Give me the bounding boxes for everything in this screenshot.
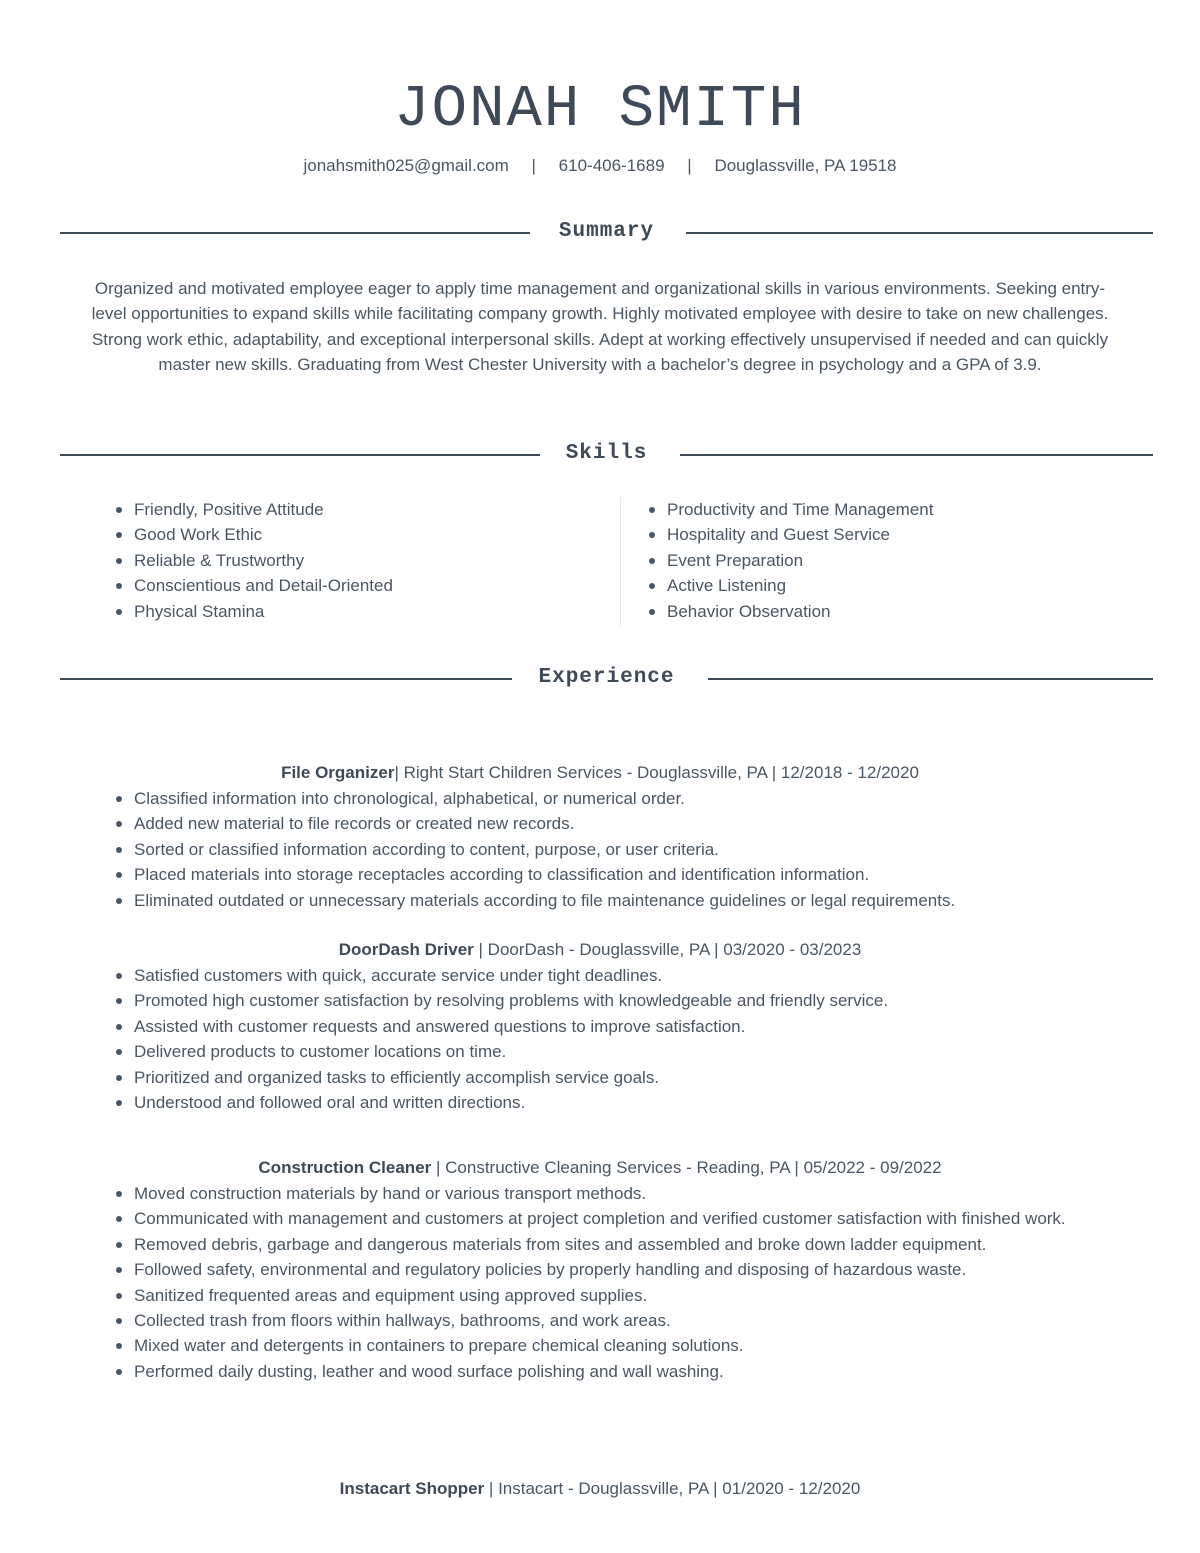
job-bullets xyxy=(116,786,1116,913)
divider-line xyxy=(708,678,1153,680)
bullet-item: Added new material to file records or created new records. xyxy=(116,811,1116,836)
summary-heading xyxy=(60,217,1153,247)
skill-item: Good Work Ethic xyxy=(116,522,393,547)
skill-item: Hospitality and Guest Service xyxy=(649,522,933,547)
job-title: File Organizer xyxy=(281,763,395,782)
skill-item: Reliable & Trustworthy xyxy=(116,548,393,573)
bullet-item: Placed materials into storage receptacles according to classification and identification information. xyxy=(116,862,1116,887)
bullet-item: Promoted high customer satisfaction by resolving problems with knowledgeable and friendly service. xyxy=(116,988,1116,1013)
job-details: | Constructive Cleaning Services - Reading, PA | 05/2022 - 09/2022 xyxy=(431,1158,942,1177)
skill-item: Behavior Observation xyxy=(649,599,933,624)
bullet-item: Satisfied customers with quick, accurate service under tight deadlines. xyxy=(116,963,1116,988)
bullet-item: Communicated with management and customers at project completion and verified customer satisfaction with finished work. xyxy=(116,1206,1116,1231)
skill-item: Event Preparation xyxy=(649,548,933,573)
summary-text: Organized and motivated employee eager to apply time management and organizational skills in various environments. Seeking entry-level opportunities to expand skills while facilitating company growth. Highly motivated employee with desire to take on new challenges. Strong work ethic, adaptability, and exceptional interpersonal skills. Adept at working effectively unsupervised if needed and can quickly master new skills. Graduating from West Chester University with a bachelor’s degree in psychology and a GPA of 3.9. xyxy=(91,279,1109,375)
bullet-item: Performed daily dusting, leather and wood surface polishing and wall washing. xyxy=(116,1359,1116,1384)
phone-text: 610-406-1689 xyxy=(558,156,665,175)
divider-line xyxy=(686,232,1153,234)
job-details: | DoorDash - Douglassville, PA | 03/2020 - 03/2023 xyxy=(473,940,862,959)
job-details: | Right Start Children Services - Douglassville, PA | 12/2018 - 12/2020 xyxy=(394,763,919,782)
bullet-item: Assisted with customer requests and answered questions to improve satisfaction. xyxy=(116,1014,1116,1039)
contact-line xyxy=(0,156,1200,176)
job-title: Construction Cleaner xyxy=(258,1158,432,1177)
separator: | xyxy=(687,156,692,175)
skill-item: Physical Stamina xyxy=(116,599,393,624)
job-details: | Instacart - Douglassville, PA | 01/2020 - 12/2020 xyxy=(484,1479,861,1498)
bullet-item: Removed debris, garbage and dangerous materials from sites and assembled and broke down ladder equipment. xyxy=(116,1232,1116,1257)
job-title: DoorDash Driver xyxy=(338,940,474,959)
bullet-item: Followed safety, environmental and regulatory policies by properly handling and disposing of hazardous waste. xyxy=(116,1257,1116,1282)
job-title: Instacart Shopper xyxy=(339,1479,485,1498)
bullet-item: Sorted or classified information according to content, purpose, or user criteria. xyxy=(116,837,1116,862)
job-header xyxy=(0,1155,1200,1180)
bullet-item: Understood and followed oral and written directions. xyxy=(116,1090,1116,1115)
bullet-item: Mixed water and detergents in containers to prepare chemical cleaning solutions. xyxy=(116,1333,1116,1358)
section-title: Experience xyxy=(538,666,675,689)
job-bullets xyxy=(116,1181,1116,1384)
divider-line xyxy=(680,454,1153,456)
bullet-item: Moved construction materials by hand or various transport methods. xyxy=(116,1181,1116,1206)
email-text: jonahsmith025@gmail.com xyxy=(303,156,509,175)
skills-list-right xyxy=(649,497,933,624)
job-header xyxy=(0,1476,1200,1501)
section-title: Skills xyxy=(565,442,648,465)
column-divider xyxy=(620,497,621,627)
skill-item: Productivity and Time Management xyxy=(649,497,933,522)
bullet-item: Eliminated outdated or unnecessary materials according to file maintenance guidelines or legal requirements. xyxy=(116,888,1116,913)
bullet-item: Sanitized frequented areas and equipment using approved supplies. xyxy=(116,1283,1116,1308)
location-text: Douglassville, PA 19518 xyxy=(714,156,897,175)
skills-list-left xyxy=(116,497,393,624)
skill-item: Conscientious and Detail-Oriented xyxy=(116,573,393,598)
bullet-item: Prioritized and organized tasks to efficiently accomplish service goals. xyxy=(116,1065,1116,1090)
separator: | xyxy=(531,156,536,175)
section-title: Summary xyxy=(558,220,655,243)
skill-item: Friendly, Positive Attitude xyxy=(116,497,393,522)
job-header xyxy=(0,760,1200,785)
candidate-name: JONAH SMITH xyxy=(394,76,806,143)
skill-item: Active Listening xyxy=(649,573,933,598)
skills-heading xyxy=(60,439,1153,469)
experience-heading xyxy=(60,663,1153,693)
bullet-item: Classified information into chronological, alphabetical, or numerical order. xyxy=(116,786,1116,811)
job-bullets xyxy=(116,963,1116,1115)
job-header xyxy=(0,937,1200,962)
bullet-item: Collected trash from floors within hallways, bathrooms, and work areas. xyxy=(116,1308,1116,1333)
bullet-item: Delivered products to customer locations on time. xyxy=(116,1039,1116,1064)
